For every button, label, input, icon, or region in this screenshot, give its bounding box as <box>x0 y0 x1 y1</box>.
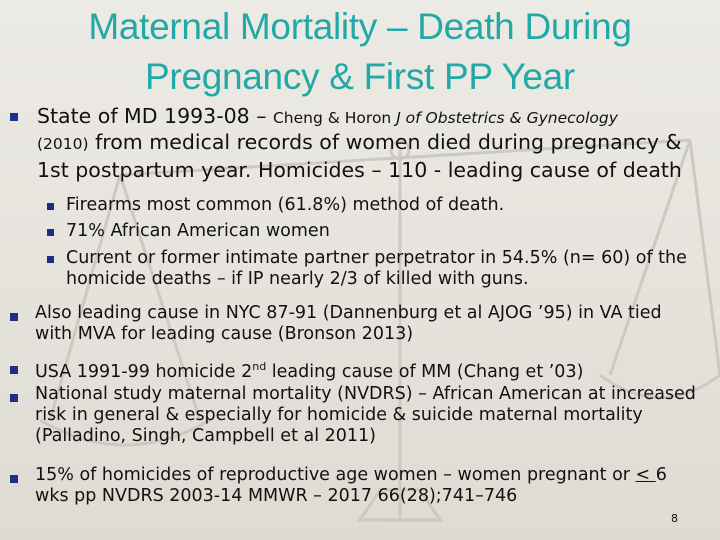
md-study-line-2: (2010) from medical records of women died during pregnancy & <box>37 130 682 154</box>
partner-text-line-1: Current or former intimate partner perpetrator in 54.5% (n= 60) of the <box>66 248 687 268</box>
homicides-line-2: wks pp NVDRS 2003-14 MMWR – 2017 66(28);741–746 <box>35 486 518 506</box>
bullet-marker <box>10 475 18 483</box>
md-study-line-3: 1st postpartum year. Homicides – 110 - leading cause of death <box>37 158 682 182</box>
bullet-marker <box>10 113 18 121</box>
title-line-1: Maternal Mortality – Death During <box>88 6 632 47</box>
national-line-3: (Palladino, Singh, Campbell et al 2011) <box>35 426 377 446</box>
sub-bullet-marker <box>47 256 54 263</box>
bullet-marker <box>10 394 18 402</box>
homicides-line-1: 15% of homicides of reproductive age women – women pregnant or < 6 <box>35 465 667 485</box>
partner-text-line-2: homicide deaths – if IP nearly 2/3 of killed with guns. <box>66 269 529 289</box>
bullet-marker <box>10 313 18 321</box>
nyc-line-2: with MVA for leading cause (Bronson 2013) <box>35 324 414 344</box>
usa-line: USA 1991-99 homicide 2nd leading cause of MM (Chang et ’03) <box>35 360 584 382</box>
firearms-text: Firearms most common (61.8%) method of death. <box>66 195 505 215</box>
nyc-line-1: Also leading cause in NYC 87-91 (Dannenburg et al AJOG ’95) in VA tied <box>35 303 662 323</box>
sub-bullet-marker <box>47 229 54 236</box>
md-study-line-1: State of MD 1993-08 – Cheng & Horon J of Obstetrics & Gynecology <box>37 104 618 128</box>
slide-title <box>0 2 720 102</box>
sub-bullet-marker <box>47 203 54 210</box>
title-line-2: Pregnancy & First PP Year <box>145 56 575 97</box>
page-number: 8 <box>671 512 678 525</box>
national-line-1: National study maternal mortality (NVDRS) – African American at increased <box>35 384 696 404</box>
national-line-2: risk in general & especially for homicide & suicide maternal mortality <box>35 405 643 425</box>
bullet-marker <box>10 366 18 374</box>
african-american-text: 71% African American women <box>66 221 330 241</box>
